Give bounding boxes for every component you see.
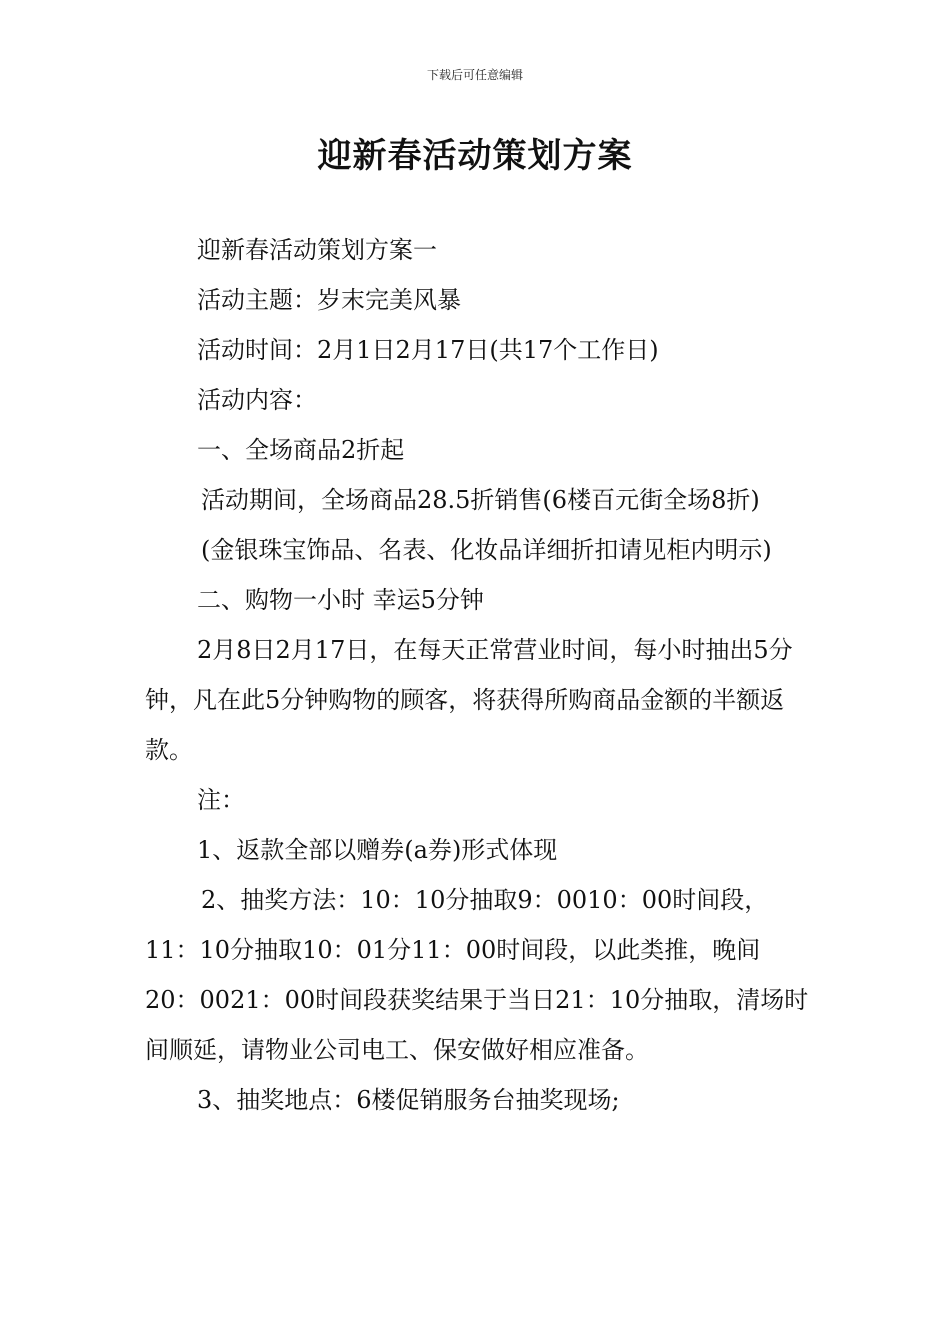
- paragraph-jewelry-note: (金银珠宝饰品、名表、化妆品详细折扣请见柜内明示): [201, 536, 772, 564]
- paragraph-section-two: 二、购物一小时 幸运5分钟: [197, 586, 484, 614]
- paragraph-theme: 活动主题：岁末完美风暴: [197, 286, 461, 314]
- paragraph-content-heading: 活动内容：: [197, 386, 317, 414]
- header-note: 下载后可任意编辑: [426, 68, 523, 82]
- paragraph-discount: 活动期间，全场商品28.5折销售(6楼百元街全场8折): [201, 486, 760, 514]
- paragraph-note-one: 1、返款全部以赠券(a券)形式体现: [197, 836, 558, 864]
- paragraph-lucky-minutes: 2月8日2月17日，在每天正常营业时间，每小时抽出5分钟，凡在此5分钟购物的顾客，将获得所购商品金额的半额返款。: [145, 636, 793, 764]
- paragraph-time: 活动时间：2月1日2月17日(共17个工作日): [197, 336, 659, 364]
- paragraph-section-one: 一、全场商品2折起: [197, 436, 405, 464]
- document-title: 迎新春活动策划方案: [317, 136, 633, 176]
- paragraph-note-three: 3、抽奖地点：6楼促销服务台抽奖现场;: [197, 1086, 620, 1114]
- paragraph-note-heading: 注：: [197, 786, 245, 814]
- paragraph-subtitle: 迎新春活动策划方案一: [197, 236, 437, 264]
- document-body: [145, 225, 810, 1125]
- paragraph-note-two: 2、抽奖方法：10：10分抽取9：0010：00时间段，11：10分抽取10：01分11：00时间段，以此类推，晚间20：0021：00时间段获奖结果于当日21：10分抽取，清场时间顺延，请物业公司电工、保安做好相应准备。: [145, 886, 809, 1064]
